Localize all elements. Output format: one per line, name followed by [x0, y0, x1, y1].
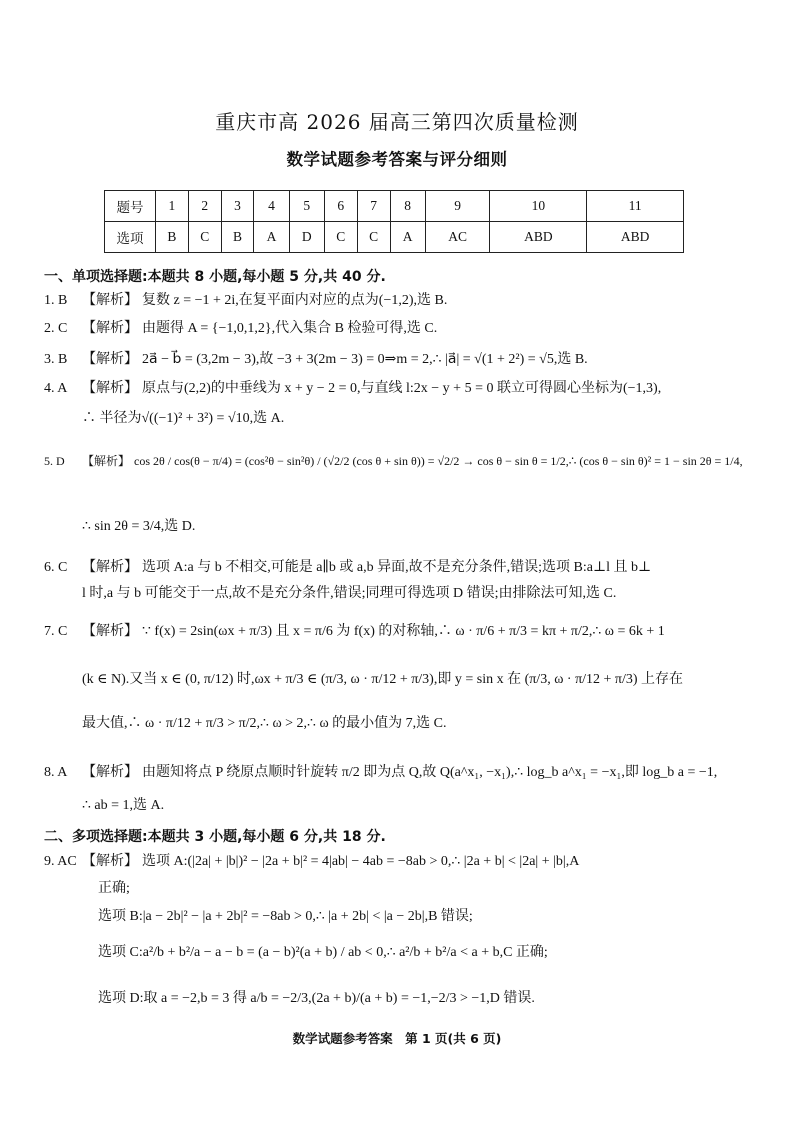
solution-q8-line2: ∴ ab = 1,选 A. [82, 798, 165, 813]
answer-cell: C [357, 222, 390, 253]
solution-q5-line2: ∴ sin 2θ = 3/4,选 D. [82, 519, 196, 534]
solution-q9-line5: 选项 D:取 a = −2,b = 3 得 a/b = −2/3,(2a + b)/(a + b) = −1,−2/3 > −1,D 错误. [98, 991, 535, 1006]
solution-q7-line3: 最大值,∴ ω · π/12 + π/3 > π/2,∴ ω > 2,∴ ω 的最小值为 7,选 C. [82, 716, 447, 731]
solution-q6-line2: l 时,a 与 b 可能交于一点,故不是充分条件,错误;同理可得选项 D 错误;由排除法可知,选 C. [82, 586, 617, 601]
question-number: 2 [188, 191, 221, 222]
analysis-tag: 【解析】 [82, 293, 138, 308]
question-number: 6 [324, 191, 357, 222]
question-label: 8. A [44, 765, 68, 780]
section-heading-multi: 二、多项选择题:本题共 3 小题,每小题 6 分,共 18 分. [44, 829, 386, 845]
solution-q2 [44, 320, 437, 338]
row-label-number: 题号 [105, 191, 156, 222]
question-number: 9 [425, 191, 490, 222]
answer-cell: B [221, 222, 254, 253]
answer-cell: AC [425, 222, 490, 253]
solution-q9-line4: 选项 C:a²/b + b²/a − a − b = (a − b)²(a + b) / ab < 0,∴ a²/b + b²/a < a + b,C 正确; [98, 945, 548, 960]
analysis-tag: 【解析】 [82, 560, 138, 575]
question-number: 5 [289, 191, 324, 222]
question-label: 7. C [44, 624, 68, 639]
solution-q7-line1 [44, 623, 665, 641]
question-label: 5. D [44, 454, 65, 468]
answer-cell: D [289, 222, 324, 253]
question-number: 4 [254, 191, 289, 222]
question-label: 9. AC [44, 854, 77, 869]
solution-q8-line1 [44, 764, 717, 782]
solution-q4-line2: ∴ 半径为√((−1)² + 3²) = √10,选 A. [82, 411, 285, 426]
answer-cell: A [254, 222, 289, 253]
solution-q6-line1 [44, 559, 651, 577]
solution-q9-line2: 正确; [98, 881, 130, 896]
answer-cell: B [156, 222, 189, 253]
solution-q9-line3: 选项 B:|a − 2b|² − |a + 2b|² = −8ab > 0,∴ |a + 2b| < |a − 2b|,B 错误; [98, 909, 473, 924]
analysis-tag: 【解析】 [82, 854, 138, 869]
analysis-tag: 【解析】 [82, 352, 138, 367]
question-number: 10 [490, 191, 587, 222]
answer-table [104, 190, 684, 253]
solution-q1 [44, 292, 447, 310]
solution-q9-line1 [44, 853, 579, 871]
solution-q3 [44, 351, 588, 369]
analysis-tag: 【解析】 [82, 381, 138, 396]
answer-cell: ABD [490, 222, 587, 253]
solution-text: 2a⃗ − b⃗ = (3,2m − 3),故 −3 + 3(2m − 3) = 0⇒m = 2,∴ |a⃗| = √(1 + 2²) = √5,选 B. [142, 352, 588, 367]
answer-table-number-row [105, 191, 684, 222]
question-label: 1. B [44, 293, 68, 308]
analysis-tag: 【解析】 [82, 321, 138, 336]
answer-table-answer-row [105, 222, 684, 253]
analysis-tag: 【解析】 [82, 624, 138, 639]
solution-text: 由题知将点 P 绕原点顺时针旋转 π/2 即为点 Q,故 Q(a^x₁, −x₁),∴ log_b a^x₁ = −x₁,即 log_b a = −1, [142, 765, 718, 780]
document-title: 重庆市高 2026 届高三第四次质量检测 [215, 110, 579, 134]
section-heading-single: 一、单项选择题:本题共 8 小题,每小题 5 分,共 40 分. [44, 269, 386, 285]
row-label-answer: 选项 [105, 222, 156, 253]
solution-text: ∵ f(x) = 2sin(ωx + π/3) 且 x = π/6 为 f(x) 的对称轴,∴ ω · π/6 + π/3 = kπ + π/2,∴ ω = 6k + 1 [142, 624, 665, 639]
question-number: 8 [390, 191, 425, 222]
solution-text: 复数 z = −1 + 2i,在复平面内对应的点为(−1,2),选 B. [142, 293, 448, 308]
solution-q4-line1 [44, 380, 661, 398]
analysis-tag: 【解析】 [82, 765, 138, 780]
solution-text: 选项 A:a 与 b 不相交,可能是 a∥b 或 a,b 异面,故不是充分条件,错误;选项 B:a⊥l 且 b⊥ [142, 560, 652, 575]
question-number: 11 [587, 191, 684, 222]
solution-text: 原点与(2,2)的中垂线为 x + y − 2 = 0,与直线 l:2x − y + 5 = 0 联立可得圆心坐标为(−1,3), [142, 381, 662, 396]
analysis-tag: 【解析】 [82, 454, 131, 468]
solution-text: cos 2θ / cos(θ − π/4) = (cos²θ − sin²θ) / (√2/2 (cos θ + sin θ)) = √2/2 → cos θ − sin θ = 1/2,∴ (cos θ − sin θ)² = 1 − sin 2θ = 1/4, [134, 454, 743, 468]
question-label: 6. C [44, 560, 68, 575]
solution-q7-line2: (k ∈ N).又当 x ∈ (0, π/12) 时,ωx + π/3 ∈ (π/3, ω · π/12 + π/3),即 y = sin x 在 (π/3, ω · π/12 + π/3) 上存在 [82, 672, 684, 687]
question-label: 3. B [44, 352, 68, 367]
document-subtitle: 数学试题参考答案与评分细则 [286, 150, 508, 169]
page-footer: 数学试题参考答案 第 1 页(共 6 页) [292, 1031, 502, 1046]
answer-cell: C [188, 222, 221, 253]
solution-text: 选项 A:(|2a| + |b|)² − |2a + b|² = 4|ab| − 4ab = −8ab > 0,∴ |2a + b| < |2a| + |b|,A [142, 854, 580, 869]
solution-q5-line1 [44, 452, 743, 470]
question-label: 4. A [44, 381, 68, 396]
question-number: 1 [156, 191, 189, 222]
question-label: 2. C [44, 321, 68, 336]
question-number: 3 [221, 191, 254, 222]
answer-cell: C [324, 222, 357, 253]
solution-text: 由题得 A = {−1,0,1,2},代入集合 B 检验可得,选 C. [142, 321, 438, 336]
answer-cell: A [390, 222, 425, 253]
answer-cell: ABD [587, 222, 684, 253]
question-number: 7 [357, 191, 390, 222]
